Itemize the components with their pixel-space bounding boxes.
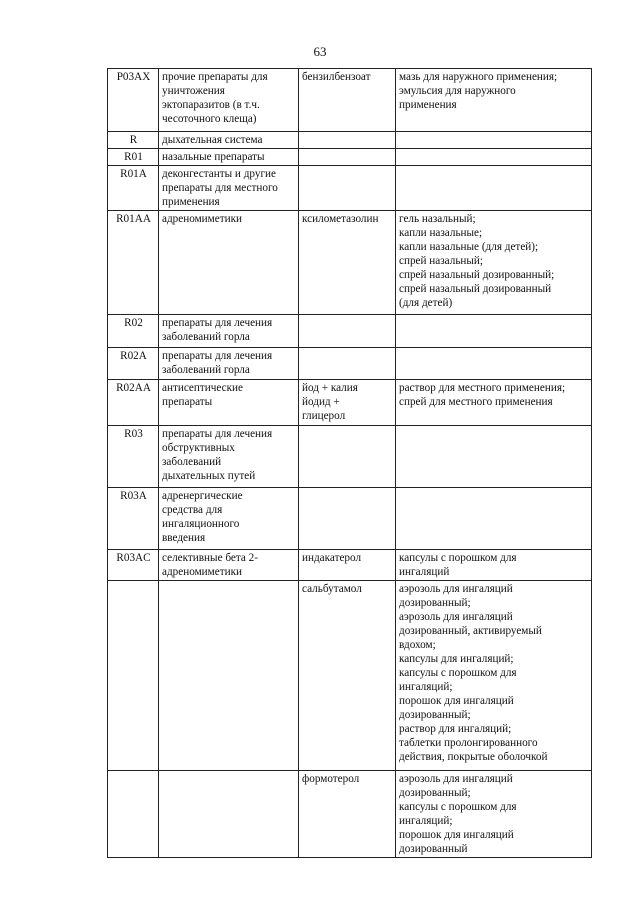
group-cell: деконгестанты и другие препараты для местного применения bbox=[159, 166, 299, 211]
atc-code-cell: R03 bbox=[108, 426, 159, 488]
group-cell: прочие препараты для уничтожения эктопаразитов (в т.ч. чесоточного клеща) bbox=[159, 69, 299, 132]
dosage-form-cell bbox=[396, 426, 592, 488]
dosage-form-cell bbox=[396, 149, 592, 166]
table-row bbox=[108, 166, 592, 211]
group-cell: препараты для лечения заболеваний горла bbox=[159, 315, 299, 348]
drug-classification-table bbox=[107, 68, 592, 858]
drug-cell: йод + калия йодид + глицерол bbox=[299, 380, 396, 426]
table-row bbox=[108, 771, 592, 858]
drug-cell bbox=[299, 426, 396, 488]
atc-code-cell: R01A bbox=[108, 166, 159, 211]
atc-code-cell bbox=[108, 771, 159, 858]
dosage-form-cell: капсулы с порошком для ингаляций bbox=[396, 550, 592, 581]
drug-cell: индакатерол bbox=[299, 550, 396, 581]
table-row bbox=[108, 380, 592, 426]
table-row bbox=[108, 488, 592, 550]
group-cell bbox=[159, 771, 299, 858]
drug-cell bbox=[299, 166, 396, 211]
dosage-form-cell: мазь для наружного применения; эмульсия для наружного применения bbox=[396, 69, 592, 132]
group-cell: препараты для лечения обструктивных заболеваний дыхательных путей bbox=[159, 426, 299, 488]
dosage-form-cell bbox=[396, 348, 592, 380]
atc-code-cell: R02 bbox=[108, 315, 159, 348]
table-row bbox=[108, 315, 592, 348]
atc-code-cell: R02A bbox=[108, 348, 159, 380]
group-cell: дыхательная система bbox=[159, 132, 299, 149]
drug-cell bbox=[299, 132, 396, 149]
page-number: 63 bbox=[313, 44, 327, 59]
dosage-form-cell bbox=[396, 166, 592, 211]
atc-code-cell: R01 bbox=[108, 149, 159, 166]
group-cell: назальные препараты bbox=[159, 149, 299, 166]
dosage-form-cell bbox=[396, 488, 592, 550]
dosage-form-cell: аэрозоль для ингаляций дозированный; аэрозоль для ингаляций дозированный, активируемый вдохом; капсулы для ингаляций; капсулы с порошком для ингаляций; порошок для ингаляций дозированный; раствор для ингаляций; таблетки пролонгированного действия, покрытые оболочкой bbox=[396, 581, 592, 771]
drug-cell: ксилометазолин bbox=[299, 211, 396, 315]
atc-code-cell: R01AA bbox=[108, 211, 159, 315]
dosage-form-cell: гель назальный; капли назальные; капли назальные (для детей); спрей назальный; спрей назальный дозированный; спрей назальный дозированный (для детей) bbox=[396, 211, 592, 315]
atc-code-cell: R bbox=[108, 132, 159, 149]
atc-code-cell: P03AX bbox=[108, 69, 159, 132]
table-row bbox=[108, 211, 592, 315]
drug-cell: бензилбензоат bbox=[299, 69, 396, 132]
table-row bbox=[108, 581, 592, 771]
dosage-form-cell bbox=[396, 315, 592, 348]
group-cell: селективные бета 2- адреномиметики bbox=[159, 550, 299, 581]
drug-cell: формотерол bbox=[299, 771, 396, 858]
atc-code-cell: R02AA bbox=[108, 380, 159, 426]
table-row bbox=[108, 132, 592, 149]
atc-code-cell: R03A bbox=[108, 488, 159, 550]
atc-code-cell bbox=[108, 581, 159, 771]
table-body bbox=[108, 69, 592, 858]
group-cell: препараты для лечения заболеваний горла bbox=[159, 348, 299, 380]
dosage-form-cell: аэрозоль для ингаляций дозированный; капсулы с порошком для ингаляций; порошок для ингаляций дозированный bbox=[396, 771, 592, 858]
table-row bbox=[108, 69, 592, 132]
atc-code-cell: R03AC bbox=[108, 550, 159, 581]
table-row bbox=[108, 348, 592, 380]
drug-cell bbox=[299, 488, 396, 550]
dosage-form-cell: раствор для местного применения; спрей для местного применения bbox=[396, 380, 592, 426]
table-row bbox=[108, 426, 592, 488]
drug-cell bbox=[299, 315, 396, 348]
table-row bbox=[108, 149, 592, 166]
group-cell: антисептические препараты bbox=[159, 380, 299, 426]
group-cell: адренергические средства для ингаляционного введения bbox=[159, 488, 299, 550]
group-cell bbox=[159, 581, 299, 771]
drug-cell: сальбутамол bbox=[299, 581, 396, 771]
table-row bbox=[108, 550, 592, 581]
dosage-form-cell bbox=[396, 132, 592, 149]
drug-cell bbox=[299, 149, 396, 166]
group-cell: адреномиметики bbox=[159, 211, 299, 315]
drug-cell bbox=[299, 348, 396, 380]
